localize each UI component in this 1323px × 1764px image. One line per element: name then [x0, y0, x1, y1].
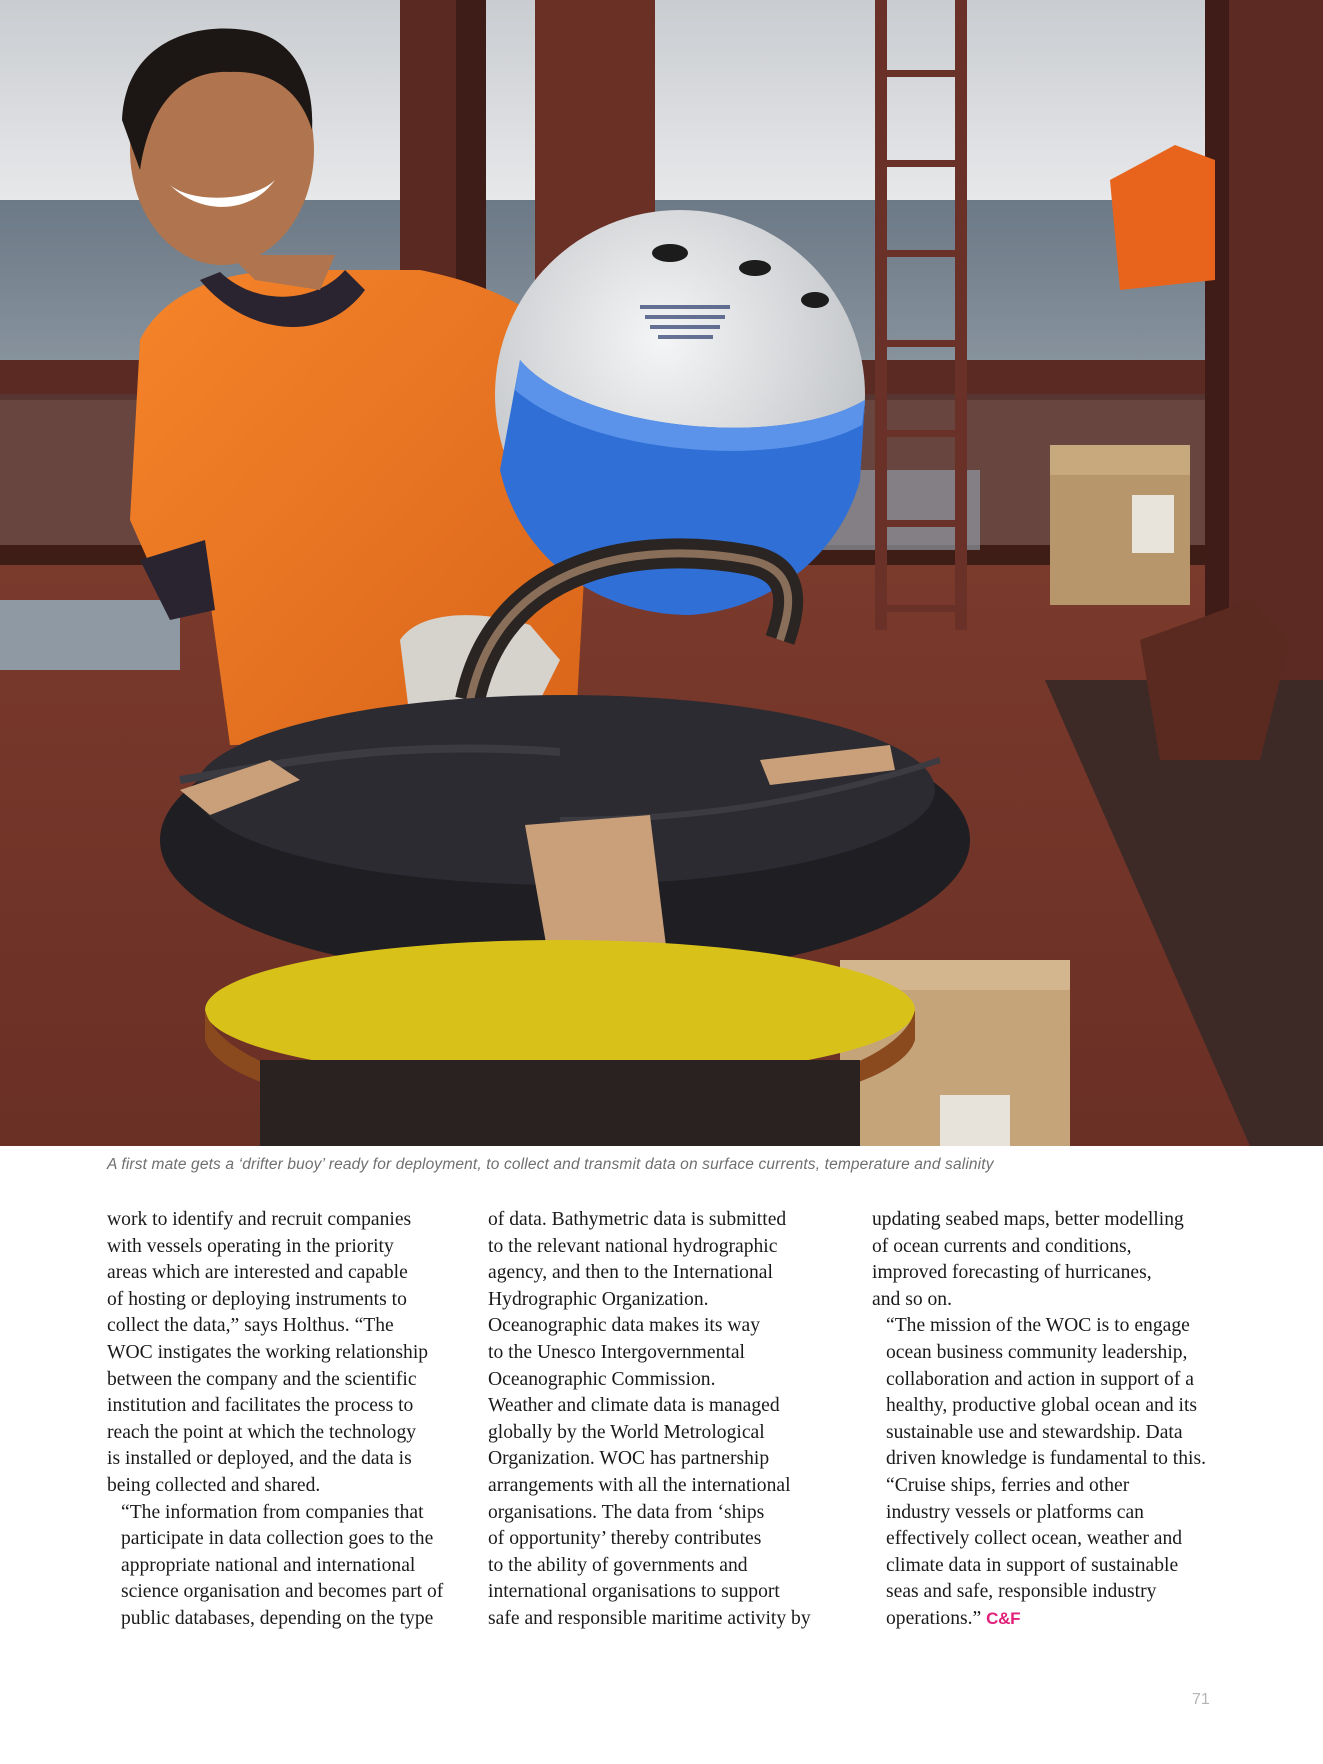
text-line: international organisations to support	[488, 1581, 780, 1603]
text-line: WOC instigates the working relationship	[107, 1341, 429, 1363]
text-line: appropriate national and international	[121, 1554, 416, 1576]
paragraph	[872, 1473, 1222, 1633]
text-line: areas which are interested and capable	[107, 1262, 408, 1284]
text-line: ocean business community leadership,	[886, 1341, 1188, 1363]
text-line: collect the data,” says Holthus. “The	[107, 1315, 394, 1337]
paragraph	[107, 1207, 457, 1500]
text-line: and so on.	[872, 1288, 953, 1310]
text-line: of hosting or deploying instruments to	[107, 1288, 407, 1310]
text-line: to the Unesco Intergovernmental	[488, 1341, 745, 1363]
text-line: of data. Bathymetric data is submitted	[488, 1209, 787, 1230]
text-line: participate in data collection goes to the	[121, 1528, 434, 1550]
text-line: to the relevant national hydrographic	[488, 1235, 778, 1257]
text-line: being collected and shared.	[107, 1474, 321, 1496]
text-line: sustainable use and stewardship. Data	[886, 1421, 1183, 1443]
text-line: seas and safe, responsible industry	[886, 1581, 1157, 1603]
page-number: 71	[1192, 1691, 1210, 1708]
text-line: Oceanographic Commission.	[488, 1368, 716, 1390]
text-line: to the ability of governments and	[488, 1554, 748, 1576]
text-line: Oceanographic data makes its way	[488, 1315, 761, 1337]
text-line: work to identify and recruit companies	[107, 1209, 412, 1230]
text-line: Weather and climate data is managed	[488, 1395, 780, 1417]
text-line: of opportunity’ thereby contributes	[488, 1528, 762, 1550]
text-column-2	[488, 1207, 838, 1633]
text-column-1	[107, 1207, 457, 1633]
text-line: “The information from companies that	[121, 1501, 424, 1523]
text-line: institution and facilitates the process to	[107, 1395, 414, 1417]
text-line: arrangements with all the international	[488, 1474, 791, 1496]
text-line: of ocean currents and conditions,	[872, 1235, 1132, 1257]
text-line: organisations. The data from ‘ships	[488, 1501, 765, 1523]
text-line	[872, 1606, 1222, 1633]
end-mark: C&F	[986, 1608, 1021, 1628]
text-line: agency, and then to the International	[488, 1262, 773, 1284]
text-line: reach the point at which the technology	[107, 1421, 417, 1443]
text-line: improved forecasting of hurricanes,	[872, 1262, 1152, 1284]
photo-caption: A first mate gets a ‘drifter buoy’ ready for deployment, to collect and transmit data on surface currents, temperature and salinity	[107, 1156, 994, 1173]
text-line: industry vessels or platforms can	[886, 1501, 1144, 1523]
text-line: driven knowledge is fundamental to this.	[886, 1448, 1206, 1470]
text-line: operations.”	[886, 1607, 982, 1629]
text-line: public databases, depending on the type	[121, 1607, 434, 1629]
text-line: Organization. WOC has partnership	[488, 1448, 770, 1470]
text-line: with vessels operating in the priority	[107, 1235, 394, 1257]
text-column-3	[872, 1207, 1222, 1633]
text-line: Hydrographic Organization.	[488, 1288, 709, 1310]
paragraph	[872, 1207, 1222, 1313]
text-line: globally by the World Metrological	[488, 1421, 765, 1443]
text-line: safe and responsible maritime activity by	[488, 1607, 811, 1629]
text-line: effectively collect ocean, weather and	[886, 1528, 1183, 1550]
paragraph	[872, 1313, 1222, 1473]
text-line: is installed or deployed, and the data is	[107, 1448, 412, 1470]
text-line: “The mission of the WOC is to engage	[886, 1315, 1190, 1337]
text-line: climate data in support of sustainable	[886, 1554, 1179, 1576]
text-line: between the company and the scientific	[107, 1368, 417, 1390]
text-line: science organisation and becomes part of	[121, 1581, 444, 1603]
text-line: collaboration and action in support of a	[886, 1368, 1194, 1390]
paragraph	[107, 1500, 457, 1633]
text-line: healthy, productive global ocean and its	[886, 1395, 1198, 1417]
text-line: “Cruise ships, ferries and other	[886, 1474, 1130, 1496]
text-line: updating seabed maps, better modelling	[872, 1209, 1184, 1230]
paragraph	[488, 1207, 838, 1633]
